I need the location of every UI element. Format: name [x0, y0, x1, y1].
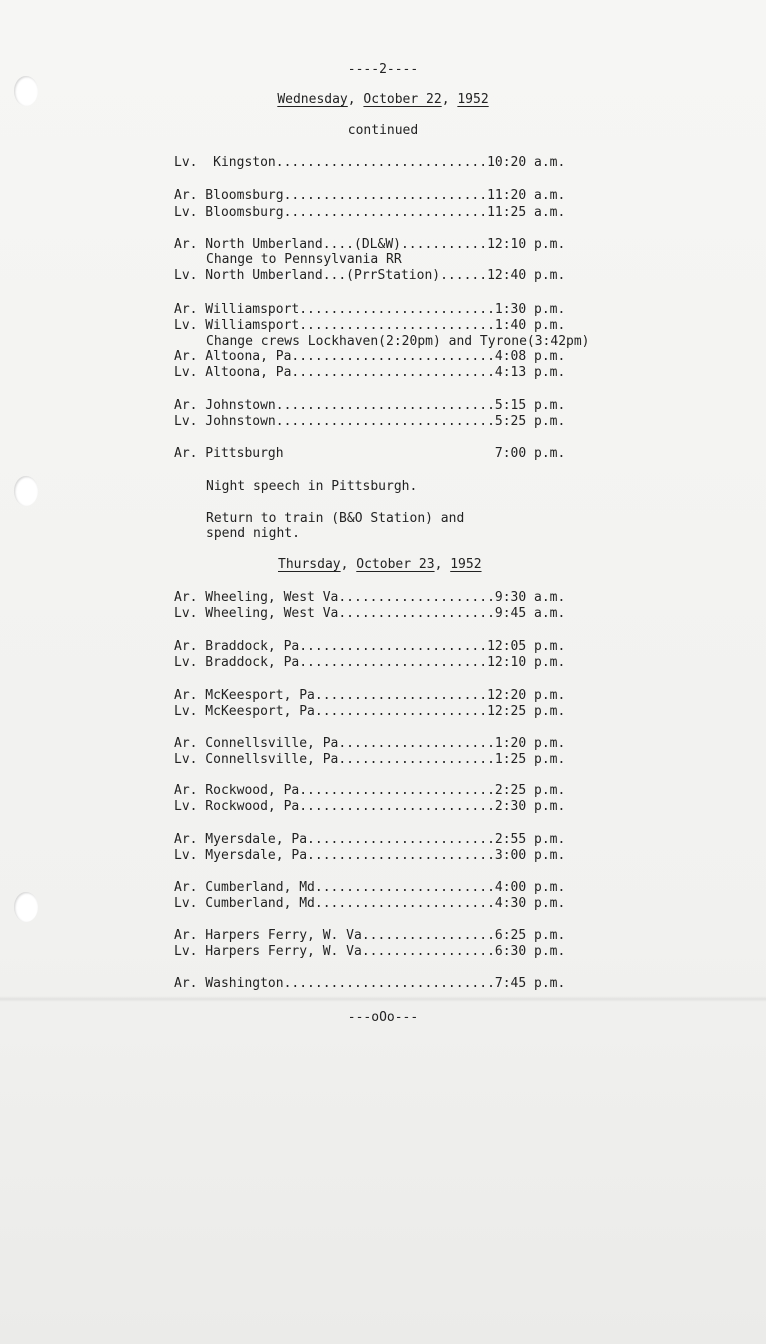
schedule-row: Ar. Johnstown............................5:15 p.m.: [174, 398, 566, 413]
schedule-row: Ar. Myersdale, Pa........................2:55 p.m.: [174, 832, 566, 847]
schedule-row: Ar. Braddock, Pa........................12:05 p.m.: [174, 639, 566, 654]
continued-label: continued: [347, 123, 419, 138]
schedule-row: Lv. Connellsville, Pa....................1:25 p.m.: [174, 752, 566, 767]
date-month-day: October 22: [363, 92, 442, 107]
wednesday-date-heading: [0, 92, 766, 108]
schedule-row: Lv. Johnstown............................5:25 p.m.: [174, 414, 566, 429]
night-speech-note: Night speech in Pittsburgh.: [206, 479, 418, 494]
schedule-row: Lv. Myersdale, Pa........................3:00 p.m.: [174, 848, 566, 863]
schedule-row: Ar. Altoona, Pa..........................4:08 p.m.: [174, 349, 566, 364]
schedule-row: Ar. McKeesport, Pa......................12:20 p.m.: [174, 688, 566, 703]
end-mark: ---oOo---: [347, 1010, 419, 1025]
date-sep: ,: [434, 557, 451, 572]
paper-fold: [0, 996, 766, 1002]
schedule-row: Lv. Wheeling, West Va....................9:45 a.m.: [174, 606, 566, 621]
schedule-row: Lv. Harpers Ferry, W. Va.................6:30 p.m.: [174, 944, 566, 959]
schedule-row: Lv. Kingston...........................10:20 a.m.: [174, 155, 566, 170]
schedule-row: Lv. Bloomsburg..........................11:25 a.m.: [174, 205, 566, 220]
schedule-row: Lv. North Umberland...(PrrStation)......12:40 p.m.: [174, 268, 566, 283]
return-note-line: spend night.: [206, 526, 300, 541]
schedule-row: Ar. Wheeling, West Va....................9:30 a.m.: [174, 590, 566, 605]
schedule-row: Ar. Rockwood, Pa.........................2:25 p.m.: [174, 783, 566, 798]
schedule-row: Lv. Altoona, Pa..........................4:13 p.m.: [174, 365, 566, 380]
schedule-row: Ar. Cumberland, Md.......................4:00 p.m.: [174, 880, 566, 895]
schedule-row: Lv. Cumberland, Md.......................4:30 p.m.: [174, 896, 566, 911]
schedule-row: Ar. Connellsville, Pa....................1:20 p.m.: [174, 736, 566, 751]
date-weekday: Thursday: [278, 557, 341, 572]
schedule-row: Ar. Washington...........................7:45 p.m.: [174, 976, 566, 991]
schedule-row: Ar. Williamsport.........................1:30 p.m.: [174, 302, 566, 317]
page-marker: ----2----: [347, 62, 419, 77]
return-note-line: Return to train (B&O Station) and: [206, 511, 465, 526]
schedule-row: Lv. Braddock, Pa........................12:10 p.m.: [174, 655, 566, 670]
date-month-day: October 23: [356, 557, 435, 572]
punch-hole: [14, 476, 38, 506]
thursday-date-heading: [278, 557, 482, 573]
schedule-row: Ar. Pittsburgh 7:00 p.m.: [174, 446, 566, 461]
schedule-row: Ar. North Umberland....(DL&W)...........12:10 p.m.: [174, 237, 566, 252]
date-year: 1952: [457, 92, 489, 107]
schedule-row: Lv. Williamsport.........................1:40 p.m.: [174, 318, 566, 333]
schedule-note: Change crews Lockhaven(2:20pm) and Tyrone(3:42pm): [206, 334, 590, 349]
punch-hole: [14, 892, 38, 922]
date-sep: ,: [340, 557, 357, 572]
schedule-row: Ar. Bloomsburg..........................11:20 a.m.: [174, 188, 566, 203]
schedule-note: Change to Pennsylvania RR: [206, 252, 402, 267]
schedule-row: Lv. McKeesport, Pa......................12:25 p.m.: [174, 704, 566, 719]
schedule-row: Ar. Harpers Ferry, W. Va.................6:25 p.m.: [174, 928, 566, 943]
date-sep: ,: [347, 92, 364, 107]
date-year: 1952: [450, 557, 482, 572]
date-sep: ,: [441, 92, 458, 107]
date-weekday: Wednesday: [277, 92, 348, 107]
schedule-row: Lv. Rockwood, Pa.........................2:30 p.m.: [174, 799, 566, 814]
